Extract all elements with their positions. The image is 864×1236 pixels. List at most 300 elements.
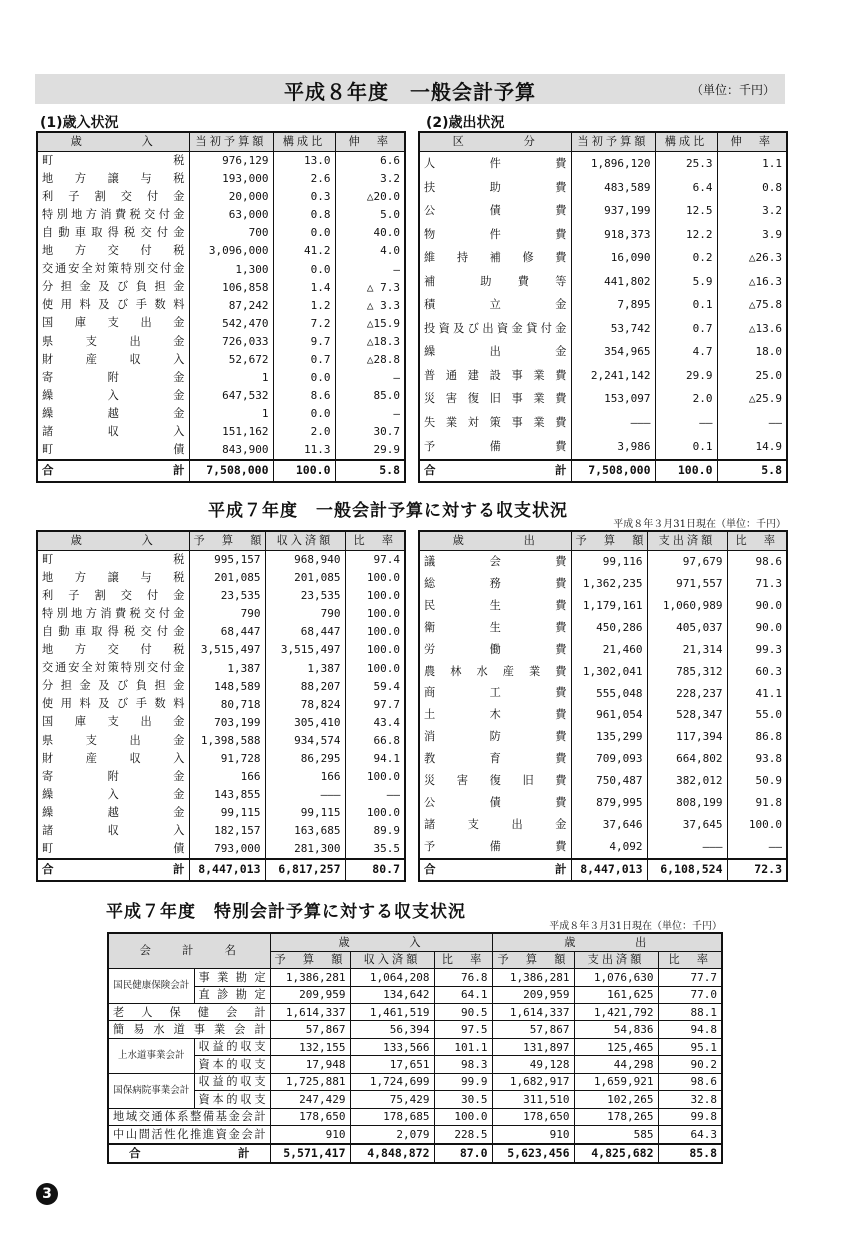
cell-value: 99.3 xyxy=(727,638,787,660)
sub-account-name: 資本的収支 xyxy=(194,1056,270,1073)
cell-value: 98.3 xyxy=(434,1056,492,1073)
table-row xyxy=(108,969,722,986)
row-label: 諸 収 入 xyxy=(37,821,189,839)
cell-value: 1,387 xyxy=(189,659,265,677)
cell-value: △ 7.3 xyxy=(335,278,405,296)
cell-value: 98.6 xyxy=(727,550,787,573)
cell-value: 3,986 xyxy=(571,434,655,460)
cell-value: 664,802 xyxy=(647,748,727,770)
row-label: 使用料及び手数料 xyxy=(37,695,189,713)
cell-value: — xyxy=(335,260,405,278)
table-row xyxy=(37,569,405,587)
cell-value: 37,646 xyxy=(571,813,647,835)
cell-value: 0.0 xyxy=(273,260,335,278)
table-row xyxy=(419,387,787,411)
cell-value: 97,679 xyxy=(647,550,727,573)
cell-value: 178,265 xyxy=(574,1108,658,1125)
total-value: 8,447,013 xyxy=(189,859,265,881)
cell-value: 21,460 xyxy=(571,638,647,660)
cell-value: 2,241,142 xyxy=(571,364,655,388)
cell-value: △ 3.3 xyxy=(335,296,405,314)
cell-value: 99,115 xyxy=(189,803,265,821)
row-label: 県 支 出 金 xyxy=(37,731,189,749)
cell-value: 18.0 xyxy=(717,340,787,364)
sub-account-name: 収益的収支 xyxy=(194,1038,270,1055)
cell-value: 133,566 xyxy=(350,1038,434,1055)
cell-value: 995,157 xyxy=(189,550,265,569)
cell-value: 99,116 xyxy=(571,550,647,573)
cell-value: 1.2 xyxy=(273,296,335,314)
table-row xyxy=(37,785,405,803)
cell-value: 25.0 xyxy=(717,364,787,388)
cell-value: 483,589 xyxy=(571,176,655,200)
cell-value: 90.5 xyxy=(434,1003,492,1020)
cell-value: 23,535 xyxy=(189,587,265,605)
cell-value: 68,447 xyxy=(189,623,265,641)
cell-value: △18.3 xyxy=(335,332,405,350)
cell-value: 201,085 xyxy=(265,569,345,587)
cell-value: △75.8 xyxy=(717,293,787,317)
cell-value: 17,948 xyxy=(270,1056,350,1073)
cell-value: 53,742 xyxy=(571,317,655,341)
column-header: 予 算 額 xyxy=(270,951,350,968)
total-value: 5,623,456 xyxy=(492,1144,574,1163)
settlement-expenditure-table xyxy=(418,530,788,882)
table-row xyxy=(37,278,405,296)
total-label: 合 計 xyxy=(419,460,571,482)
cell-value: 148,589 xyxy=(189,677,265,695)
cell-value: 131,897 xyxy=(492,1038,574,1055)
cell-value: 281,300 xyxy=(265,839,345,859)
cell-value: 3.9 xyxy=(717,223,787,247)
column-header: 予 算 額 xyxy=(571,531,647,550)
cell-value: 1.4 xyxy=(273,278,335,296)
general-account-asof: 平成８年３月31日現在（単位：千円） xyxy=(613,519,786,530)
header-row xyxy=(419,531,787,550)
table-row xyxy=(37,296,405,314)
cell-value: 12.2 xyxy=(655,223,717,247)
cell-value: 100.0 xyxy=(345,569,405,587)
cell-value: 44,298 xyxy=(574,1056,658,1073)
table-row xyxy=(37,170,405,188)
cell-value: 726,033 xyxy=(189,332,273,350)
cell-value: 64.1 xyxy=(434,986,492,1003)
cell-value: 89.9 xyxy=(345,821,405,839)
cell-value: 209,959 xyxy=(270,986,350,1003)
table-row xyxy=(419,270,787,294)
table-row xyxy=(419,223,787,247)
row-label: 教 育 費 xyxy=(419,748,571,770)
cell-value: 41.1 xyxy=(727,682,787,704)
row-label: 繰 越 金 xyxy=(37,404,189,422)
cell-value: 166 xyxy=(265,767,345,785)
cell-value: 100.0 xyxy=(345,641,405,659)
cell-value: — xyxy=(335,404,405,422)
total-value: 5,571,417 xyxy=(270,1144,350,1163)
cell-value: 43.4 xyxy=(345,713,405,731)
total-value: 4,825,682 xyxy=(574,1144,658,1163)
table-row xyxy=(419,704,787,726)
cell-value: 2.0 xyxy=(273,422,335,440)
table-row xyxy=(419,317,787,341)
column-header: 当初予算額 xyxy=(571,132,655,151)
cell-value: 182,157 xyxy=(189,821,265,839)
special-account-section-title: 平成７年度 特別会計予算に対する収支状況 xyxy=(106,902,466,922)
cell-value: 585 xyxy=(574,1126,658,1144)
cell-value: 125,465 xyxy=(574,1038,658,1055)
cell-value: 6.6 xyxy=(335,151,405,170)
cell-value: 193,000 xyxy=(189,170,273,188)
table-row xyxy=(37,440,405,460)
row-label: 特別地方消費税交付金 xyxy=(37,206,189,224)
cell-value: 1,659,921 xyxy=(574,1073,658,1090)
total-value: 6,108,524 xyxy=(647,859,727,881)
cell-value: 49,128 xyxy=(492,1056,574,1073)
table-row xyxy=(419,770,787,792)
cell-value: 68,447 xyxy=(265,623,345,641)
cell-value: 0.8 xyxy=(717,176,787,200)
cell-value: 2.0 xyxy=(655,387,717,411)
cell-value: 151,162 xyxy=(189,422,273,440)
row-label: 失業対策事業費 xyxy=(419,411,571,435)
cell-value: 4.0 xyxy=(335,242,405,260)
cell-value: 968,940 xyxy=(265,550,345,569)
cell-value: 41.2 xyxy=(273,242,335,260)
table-row xyxy=(37,404,405,422)
cell-value: 843,900 xyxy=(189,440,273,460)
cell-value: 808,199 xyxy=(647,791,727,813)
cell-value: 166 xyxy=(189,767,265,785)
row-label: 利 子 割 交 付 金 xyxy=(37,188,189,206)
cell-value: —— xyxy=(655,411,717,435)
cell-value: 21,314 xyxy=(647,638,727,660)
cell-value: 134,642 xyxy=(350,986,434,1003)
cell-value: 163,685 xyxy=(265,821,345,839)
row-label: 地 方 交 付 税 xyxy=(37,242,189,260)
cell-value: 94.1 xyxy=(345,749,405,767)
settlement-revenue-table xyxy=(36,530,406,882)
cell-value: 91.8 xyxy=(727,791,787,813)
row-label: 自動車取得税交付金 xyxy=(37,224,189,242)
cell-value: 3,515,497 xyxy=(265,641,345,659)
table-row xyxy=(37,677,405,695)
table-row xyxy=(419,617,787,639)
cell-value: 88,207 xyxy=(265,677,345,695)
cell-value: 52,672 xyxy=(189,350,273,368)
cell-value: 76.8 xyxy=(434,969,492,986)
cell-value: 97.7 xyxy=(345,695,405,713)
account-name: 老人保健会計 xyxy=(108,1003,270,1020)
cell-value: △28.8 xyxy=(335,350,405,368)
column-header: 支出済額 xyxy=(647,531,727,550)
cell-value: 14.9 xyxy=(717,434,787,460)
row-label: 扶 助 費 xyxy=(419,176,571,200)
page-number: 3 xyxy=(36,1183,58,1205)
cell-value: 910 xyxy=(492,1126,574,1144)
cell-value: 405,037 xyxy=(647,617,727,639)
table-row xyxy=(419,411,787,435)
row-label: 物 件 費 xyxy=(419,223,571,247)
table-row xyxy=(37,422,405,440)
table-row xyxy=(37,332,405,350)
cell-value: 1 xyxy=(189,368,273,386)
table-row xyxy=(419,595,787,617)
table-row xyxy=(37,260,405,278)
cell-value: 1,682,917 xyxy=(492,1073,574,1090)
cell-value: 879,995 xyxy=(571,791,647,813)
account-name: 国民健康保険会計 xyxy=(108,969,194,1004)
cell-value: 101.1 xyxy=(434,1038,492,1055)
cell-value: 23,535 xyxy=(265,587,345,605)
account-name: 中山間活性化推進資金会計 xyxy=(108,1126,270,1144)
cell-value: 793,000 xyxy=(189,839,265,859)
cell-value: 3,515,497 xyxy=(189,641,265,659)
cell-value: 750,487 xyxy=(571,770,647,792)
table-row xyxy=(108,1021,722,1038)
column-header: 伸 率 xyxy=(717,132,787,151)
account-name: 地域交通体系整備基金会計 xyxy=(108,1108,270,1125)
total-row xyxy=(419,460,787,482)
row-label: 交通安全対策特別交付金 xyxy=(37,260,189,278)
cell-value: 29.9 xyxy=(335,440,405,460)
column-header: 歳 入 xyxy=(37,531,189,550)
row-label: 県 支 出 金 xyxy=(37,332,189,350)
row-label: 消 防 費 xyxy=(419,726,571,748)
table-row xyxy=(419,573,787,595)
cell-value: 132,155 xyxy=(270,1038,350,1055)
table-row xyxy=(108,1126,722,1144)
column-header: 予 算 額 xyxy=(492,951,574,968)
cell-value: 99.9 xyxy=(434,1073,492,1090)
table-row xyxy=(37,659,405,677)
column-header: 収入済額 xyxy=(265,531,345,550)
cell-value: 3.2 xyxy=(717,199,787,223)
cell-value: 709,093 xyxy=(571,748,647,770)
cell-value: ——— xyxy=(265,785,345,803)
cell-value: 209,959 xyxy=(492,986,574,1003)
cell-value: 703,199 xyxy=(189,713,265,731)
cell-value: 1,300 xyxy=(189,260,273,278)
page-title: 平成８年度 一般会計予算 xyxy=(284,80,536,104)
table-row xyxy=(419,660,787,682)
row-label: 公 債 費 xyxy=(419,199,571,223)
cell-value: 450,286 xyxy=(571,617,647,639)
row-label: 地 方 譲 与 税 xyxy=(37,170,189,188)
cell-value: 78,824 xyxy=(265,695,345,713)
row-label: 商 工 費 xyxy=(419,682,571,704)
cell-value: 30.5 xyxy=(434,1091,492,1108)
cell-value: 99.8 xyxy=(658,1108,722,1125)
total-label: 合 計 xyxy=(37,460,189,482)
sub-account-name: 事業勘定 xyxy=(194,969,270,986)
table-row xyxy=(37,206,405,224)
row-label: 国 庫 支 出 金 xyxy=(37,314,189,332)
cell-value: 1,461,519 xyxy=(350,1003,434,1020)
row-label: 補 助 費 等 xyxy=(419,270,571,294)
row-label: 寄 附 金 xyxy=(37,767,189,785)
cell-value: 37,645 xyxy=(647,813,727,835)
cell-value: 17,651 xyxy=(350,1056,434,1073)
unit-label: （単位：千円） xyxy=(690,83,775,97)
cell-value: 382,012 xyxy=(647,770,727,792)
table-row xyxy=(37,767,405,785)
cell-value: 30.7 xyxy=(335,422,405,440)
cell-value: 100.0 xyxy=(345,605,405,623)
row-label: 自動車取得税交付金 xyxy=(37,623,189,641)
column-header: 区 分 xyxy=(419,132,571,151)
cell-value: 1,076,630 xyxy=(574,969,658,986)
cell-value: 937,199 xyxy=(571,199,655,223)
cell-value: 201,085 xyxy=(189,569,265,587)
cell-value: 0.7 xyxy=(655,317,717,341)
cell-value: △16.3 xyxy=(717,270,787,294)
cell-value: 35.5 xyxy=(345,839,405,859)
column-header: 比 率 xyxy=(658,951,722,968)
cell-value: 961,054 xyxy=(571,704,647,726)
total-value: 80.7 xyxy=(345,859,405,881)
special-account-table xyxy=(107,932,723,1164)
cell-value: 25.3 xyxy=(655,151,717,176)
cell-value: 1,387 xyxy=(265,659,345,677)
cell-value: 934,574 xyxy=(265,731,345,749)
table-row xyxy=(108,1003,722,1020)
table-row xyxy=(37,623,405,641)
total-row xyxy=(37,859,405,881)
cell-value: 9.7 xyxy=(273,332,335,350)
table-row xyxy=(37,713,405,731)
column-header: 支出済額 xyxy=(574,951,658,968)
cell-value: 57,867 xyxy=(270,1021,350,1038)
table-row xyxy=(37,242,405,260)
cell-value: 971,557 xyxy=(647,573,727,595)
row-label: 繰 出 金 xyxy=(419,340,571,364)
cell-value: 228.5 xyxy=(434,1126,492,1144)
cell-value: 3.2 xyxy=(335,170,405,188)
table-row xyxy=(419,791,787,813)
cell-value: 0.3 xyxy=(273,188,335,206)
cell-value: 228,237 xyxy=(647,682,727,704)
table-row xyxy=(37,749,405,767)
header-row xyxy=(37,132,405,151)
cell-value: 5.9 xyxy=(655,270,717,294)
table-row xyxy=(108,1108,722,1125)
table-row xyxy=(108,1038,722,1055)
table-row xyxy=(37,386,405,404)
cell-value: 86.8 xyxy=(727,726,787,748)
cell-value: 97.5 xyxy=(434,1021,492,1038)
total-value: 85.8 xyxy=(658,1144,722,1163)
total-value: 5.8 xyxy=(335,460,405,482)
cell-value: 918,373 xyxy=(571,223,655,247)
total-label: 合 計 xyxy=(419,859,571,881)
table-row xyxy=(419,638,787,660)
table-row xyxy=(37,839,405,859)
row-label: 積 立 金 xyxy=(419,293,571,317)
cell-value: 102,265 xyxy=(574,1091,658,1108)
table-row xyxy=(419,340,787,364)
column-header: 比 率 xyxy=(345,531,405,550)
table-row xyxy=(419,293,787,317)
cell-value: 976,129 xyxy=(189,151,273,170)
general-account-section-title: 平成７年度 一般会計予算に対する収支状況 xyxy=(208,501,568,521)
table-row xyxy=(419,151,787,176)
row-label: 町 債 xyxy=(37,440,189,460)
cell-value: —— xyxy=(727,835,787,859)
account-name: 上水道事業会計 xyxy=(108,1038,194,1073)
cell-value: 1,179,161 xyxy=(571,595,647,617)
cell-value: 29.9 xyxy=(655,364,717,388)
total-label: 合 計 xyxy=(37,859,189,881)
column-header: 構成比 xyxy=(655,132,717,151)
row-label: 諸 収 入 xyxy=(37,422,189,440)
column-header: 歳 入 xyxy=(37,132,189,151)
cell-value: —— xyxy=(345,785,405,803)
cell-value: 178,650 xyxy=(492,1108,574,1125)
row-label: 議 会 費 xyxy=(419,550,571,573)
cell-value: 71.3 xyxy=(727,573,787,595)
cell-value: 98.6 xyxy=(658,1073,722,1090)
cell-value: △25.9 xyxy=(717,387,787,411)
cell-value: △15.9 xyxy=(335,314,405,332)
total-value: 7,508,000 xyxy=(189,460,273,482)
row-label: 使用料及び手数料 xyxy=(37,296,189,314)
cell-value: 1,398,588 xyxy=(189,731,265,749)
table-row xyxy=(37,641,405,659)
cell-value: 64.3 xyxy=(658,1126,722,1144)
cell-value: 95.1 xyxy=(658,1038,722,1055)
table-row xyxy=(419,835,787,859)
table-row xyxy=(37,368,405,386)
table-row xyxy=(37,695,405,713)
account-name: 国保病院事業会計 xyxy=(108,1073,194,1108)
cell-value: 1,064,208 xyxy=(350,969,434,986)
cell-value: 790 xyxy=(265,605,345,623)
cell-value: 0.1 xyxy=(655,434,717,460)
cell-value: 88.1 xyxy=(658,1003,722,1020)
header-row xyxy=(37,531,405,550)
row-label: 災 害 復 旧 費 xyxy=(419,770,571,792)
table-row xyxy=(37,350,405,368)
table-row xyxy=(108,1056,722,1073)
total-value: 72.3 xyxy=(727,859,787,881)
row-label: 総 務 費 xyxy=(419,573,571,595)
cell-value: 1,725,881 xyxy=(270,1073,350,1090)
cell-value: 0.0 xyxy=(273,368,335,386)
table-row xyxy=(37,605,405,623)
row-label: 交通安全対策特別交付金 xyxy=(37,659,189,677)
revenue-heading: (1)歳入状況 xyxy=(40,115,119,131)
row-label: 投資及び出資金貸付金 xyxy=(419,317,571,341)
cell-value: 11.3 xyxy=(273,440,335,460)
cell-value: 86,295 xyxy=(265,749,345,767)
cell-value: 7.2 xyxy=(273,314,335,332)
sub-account-name: 直診勘定 xyxy=(194,986,270,1003)
cell-value: 100.0 xyxy=(345,803,405,821)
cell-value: 50.9 xyxy=(727,770,787,792)
cell-value: 0.0 xyxy=(273,404,335,422)
cell-value: 785,312 xyxy=(647,660,727,682)
sub-account-name: 資本的収支 xyxy=(194,1091,270,1108)
cell-value: 100.0 xyxy=(434,1108,492,1125)
column-header: 比 率 xyxy=(434,951,492,968)
header-row xyxy=(419,132,787,151)
total-value: 100.0 xyxy=(655,460,717,482)
cell-value: 2,079 xyxy=(350,1126,434,1144)
table-row xyxy=(37,821,405,839)
row-label: 分担金及び負担金 xyxy=(37,278,189,296)
cell-value: 354,965 xyxy=(571,340,655,364)
cell-value: 700 xyxy=(189,224,273,242)
